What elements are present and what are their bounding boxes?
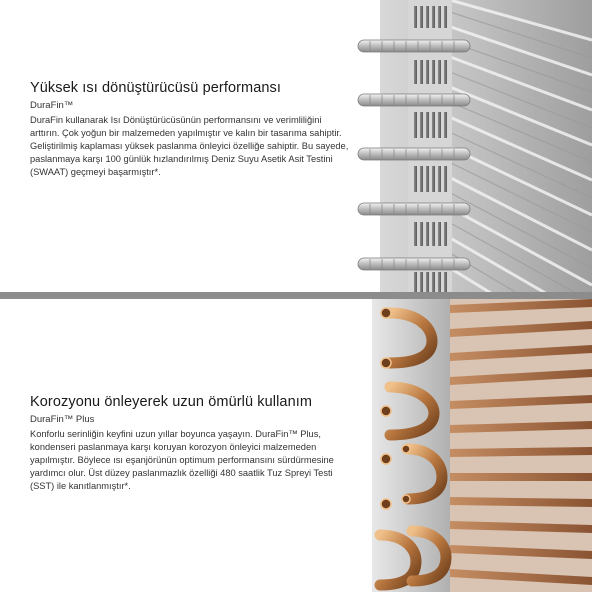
durafin-text-block [30,80,350,179]
durafin-product-name: DuraFin™ [30,100,74,111]
copper-tube-image [350,299,592,592]
durafin-plus-section [0,299,592,592]
durafin-plus-heading: Korozyonu önleyerek uzun ömürlü kullanım [30,394,313,410]
durafin-plus-product-name: DuraFin™ Plus [30,414,95,425]
durafin-plus-text-block [30,394,350,493]
durafin-plus-description: Konforlu serinliğin keyfini uzun yıllar boyunca yaşayın. DuraFin™ Plus, kondenseri paslanmaya karşı koruyan korozyon önleyici malzemeden yapılmıştır. Böylece ısı eşanjörünün optimum performansını sürdürmesine yardımcı olur. Üst düzey paslanmazlık özelliği 480 saatlik Tuz Spreyi Testi (SST) ile kanıtlanmıştır*. [30,429,334,491]
durafin-heading: Yüksek ısı dönüştürücüsü performansı [30,80,282,96]
aluminium-fin-image [350,0,592,292]
durafin-section [0,0,592,292]
durafin-description: DuraFin kullanarak Isı Dönüştürücüsünün performansını ve verimliliğini arttırın. Çok yoğun bir malzemeden yapılmıştır ve kalın bir tasarıma sahiptir. Geliştirilmiş kaplaması yüksek paslanma önleyici özelliğe sahiptir. Bu sayede, paslanmaya karşı 100 günlük hızlandırılmış Deniz Suyu Asetik Asit Testini (SWAAT) geçmeyi başarmıştır*. [30,115,349,177]
section-divider [0,292,592,299]
